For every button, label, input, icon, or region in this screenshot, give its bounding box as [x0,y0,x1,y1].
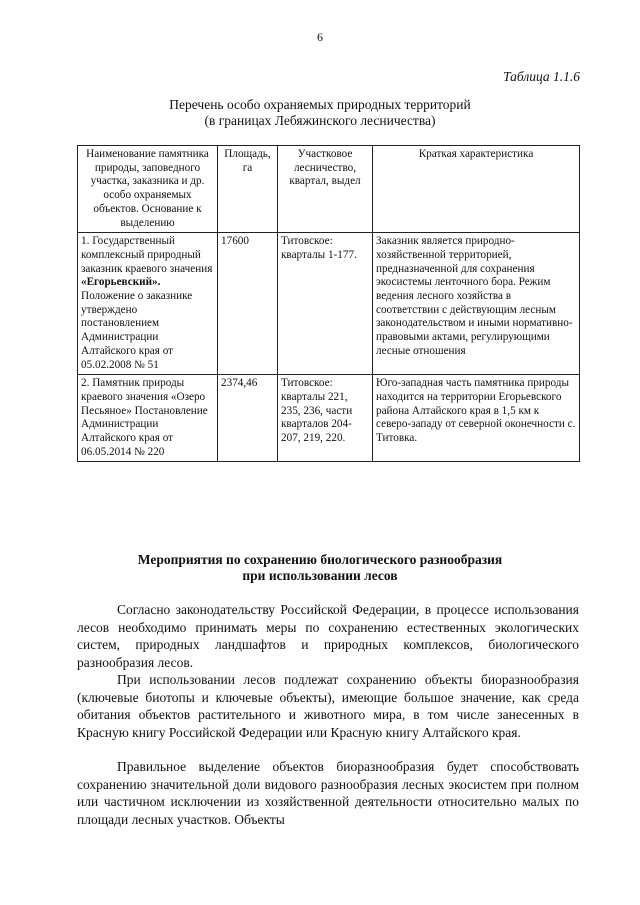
section-heading-line1: Мероприятия по сохранению биологического разнообразия [137,552,503,567]
cell-name [78,375,218,462]
section-heading [0,552,640,584]
header-name: Наименование памятника природы, заповедного участка, заказника и др. особо охраняемых объектов. Основание к выделению [78,146,218,233]
protected-areas-table [77,145,580,462]
header-description: Краткая характеристика [373,146,580,233]
name-suffix-text: Положение о заказнике утверждено постановлением Администрации Алтайского края от 05.02.2008 № 51 [81,290,193,371]
cell-area: 17600 [218,233,278,375]
table-row [78,375,580,462]
cell-area: 2374,46 [218,375,278,462]
cell-location: Титовское: кварталы 221, 235, 236, части кварталов 204-207, 219, 220. [278,375,373,462]
paragraph: Правильное выделение объектов биоразнообразия будет способствовать сохранению значительной доли видового разнообразия лесных экосистем при полном или частичном исключении из хозяйственной деятельности относительно малых по площади лесных участков. Объекты [77,759,579,827]
table-title-line2: (в границах Лебяжинского лесничества) [204,113,436,128]
name-text: 1. Государственный комплексный природный заказник краевого значения [81,235,213,275]
paragraph: При использовании лесов подлежат сохранению объекты биоразнообразия (ключевые биотопы и ключевые объекты), имеющие большое значение, как среда обитания объектов растительного и животного мира, в том числе занесенных в Красную книгу Российской Федерации или Красную книгу Алтайского края. [77,672,579,740]
cell-description: Юго-западная часть памятника природы находится на территории Егорьевского района Алтайского края в 1,5 км к северо-западу от северной оконечности с. Титовка. [373,375,580,462]
section-heading-line2: при использовании лесов [242,568,398,583]
cell-description: Заказник является природно-хозяйственной территорией, предназначенной для сохранения экосистемы ленточного бора. Режим ведения лесного хозяйства в соответствии с действующим лесным законодательством и иными нормативно-правовыми актами, регулирующими лесные отношения [373,233,580,375]
name-text: 2. Памятник природы краевого значения «Озеро Песьяное» Постановление Администрации Алтайского края от 06.05.2014 № 220 [81,377,208,458]
header-area: Площадь, га [218,146,278,233]
page-number: 6 [317,30,323,44]
table-title [0,97,640,129]
table-title-line1: Перечень особо охраняемых природных территорий [169,97,471,112]
paragraph: Согласно законодательству Российской Федерации, в процессе использования лесов необходимо принимать меры по сохранению естественных экологических систем, природных ландшафтов и природных комплексов, биологического разнообразия лесов. [77,602,579,670]
header-location: Участковое лесничество, квартал, выдел [278,146,373,233]
table-header-row [78,146,580,233]
cell-name [78,233,218,375]
table-label: Таблица 1.1.6 [503,69,580,84]
name-bold-text: «Егорьевский». [81,276,161,289]
table-row [78,233,580,375]
cell-location: Титовское: кварталы 1-177. [278,233,373,375]
